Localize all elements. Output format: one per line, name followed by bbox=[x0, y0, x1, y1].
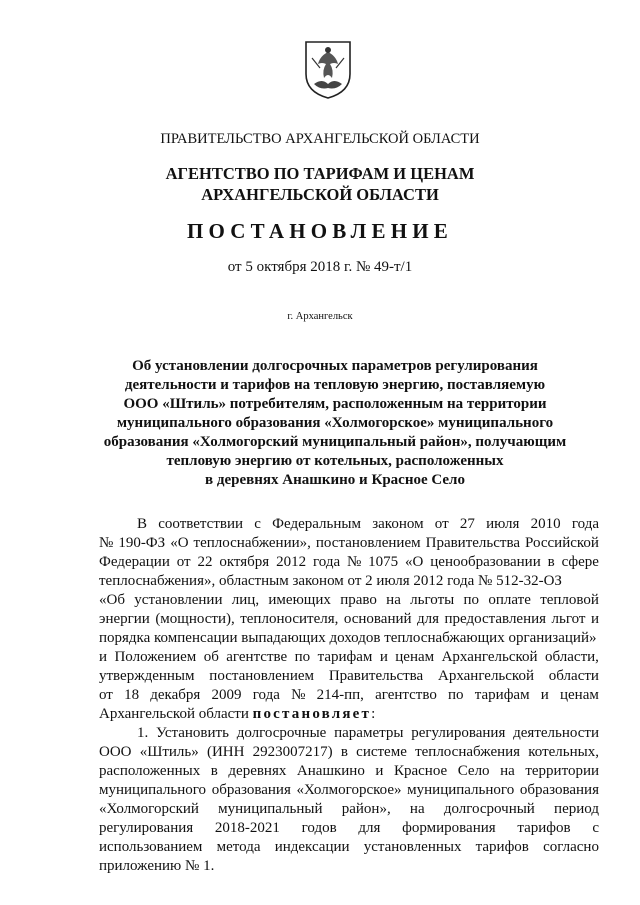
body-word: соответствии bbox=[158, 516, 244, 532]
body-word: 2923007217) bbox=[252, 744, 333, 760]
body-word: Федерации bbox=[99, 554, 170, 570]
body-word: «Холмогорский bbox=[99, 801, 199, 817]
body-word: параметры bbox=[334, 725, 404, 741]
body-word: льгот bbox=[551, 611, 586, 627]
body-word: Положением bbox=[114, 649, 197, 665]
body-word: на bbox=[386, 592, 401, 608]
body-word: образования bbox=[519, 782, 599, 798]
body-word: теплоносителя, bbox=[240, 611, 339, 627]
document-city: г. Архангельск bbox=[287, 311, 353, 322]
title-line: деятельности и тарифов на тепловую энергию, поставляемую bbox=[124, 377, 546, 393]
body-word: 214-пп, bbox=[316, 687, 364, 703]
body-word: теплоснабжении», bbox=[193, 535, 311, 551]
body-word: агентстве bbox=[226, 649, 288, 665]
body-word: и bbox=[540, 687, 549, 703]
body-word: утвержденным bbox=[99, 668, 195, 684]
body-word: муниципального bbox=[99, 782, 207, 798]
body-word: 2012 bbox=[276, 554, 307, 570]
body-word: 1075 bbox=[368, 554, 399, 570]
body-word: Красное bbox=[393, 763, 448, 779]
body-word: по bbox=[294, 649, 311, 665]
body-word: с bbox=[254, 516, 261, 532]
body-word: В bbox=[137, 516, 148, 532]
body-word: оснований bbox=[343, 611, 412, 627]
body-word: Село bbox=[457, 763, 490, 779]
body-word: июля bbox=[486, 516, 520, 532]
body-word: системе bbox=[356, 744, 407, 760]
body-word: ценам bbox=[560, 687, 599, 703]
body-word: установленных bbox=[363, 839, 462, 855]
body-line-text: теплоснабжения», областным законом от 2 июля 2012 года № 512-32-ОЗ bbox=[99, 573, 562, 589]
body-line-text: порядка компенсации выпадающих доходов теплоснабжающих организаций» bbox=[99, 630, 597, 646]
agency-name bbox=[0, 163, 640, 205]
body-word: области bbox=[548, 668, 599, 684]
body-word: в bbox=[547, 554, 555, 570]
body-word: сфере bbox=[561, 554, 599, 570]
body-word: области, bbox=[545, 649, 599, 665]
body-word: и bbox=[375, 763, 384, 779]
body-word: в bbox=[340, 744, 348, 760]
body-word: 2009 bbox=[211, 687, 242, 703]
body-word: об bbox=[203, 649, 219, 665]
body-word: года bbox=[252, 687, 280, 703]
body-word: Установить bbox=[156, 725, 229, 741]
body-line bbox=[99, 819, 599, 838]
document-type-heading: ПОСТАНОВЛЕНИЕ bbox=[186, 219, 454, 243]
body-word: на bbox=[500, 763, 515, 779]
body-line-text: Архангельской области bbox=[99, 706, 253, 722]
body-word: регулирования bbox=[99, 820, 194, 836]
title-line: ООО «Штиль» потребителям, расположенным на территории bbox=[123, 396, 547, 412]
body-word: 2010 bbox=[530, 516, 561, 532]
body-word: Правительства bbox=[425, 535, 521, 551]
body-word: тарифам bbox=[474, 687, 530, 703]
body-word: Архангельской bbox=[441, 649, 538, 665]
body-word: льготы bbox=[410, 592, 455, 608]
body-word: «О bbox=[170, 535, 189, 551]
body-word: индексации bbox=[274, 839, 350, 855]
body-word: и bbox=[99, 649, 108, 665]
body-line bbox=[99, 857, 599, 876]
body-line bbox=[99, 534, 599, 553]
body-word: Федеральным bbox=[272, 516, 361, 532]
body-word: и bbox=[379, 649, 388, 665]
body-word: ценообразовании bbox=[430, 554, 541, 570]
agency-name-line-1: АГЕНТСТВО ПО ТАРИФАМ И ЦЕНАМ bbox=[165, 164, 475, 183]
body-word: период bbox=[554, 801, 599, 817]
agency-name-line-2: АРХАНГЕЛЬСКОЙ ОБЛАСТИ bbox=[201, 185, 439, 204]
body-word: регулирования bbox=[411, 725, 506, 741]
body-line bbox=[99, 648, 599, 667]
body-word: в bbox=[210, 763, 218, 779]
body-word: территории bbox=[525, 763, 599, 779]
body-word: имеющих bbox=[268, 592, 331, 608]
body-word: «Об bbox=[99, 592, 125, 608]
resolves-spaced-word: постановляет bbox=[252, 706, 372, 722]
body-word: (мощности), bbox=[155, 611, 235, 627]
body-line bbox=[99, 515, 599, 534]
body-word: с bbox=[592, 820, 599, 836]
body-line bbox=[99, 591, 599, 610]
body-word: образования bbox=[211, 782, 291, 798]
body-word: 18 bbox=[124, 687, 140, 703]
body-line bbox=[99, 667, 599, 686]
body-word: агентство bbox=[375, 687, 437, 703]
body-word: и bbox=[590, 611, 599, 627]
body-word: Российской bbox=[525, 535, 599, 551]
body-word: «Штиль» bbox=[139, 744, 199, 760]
body-word: № bbox=[291, 687, 306, 703]
body-line bbox=[99, 629, 599, 648]
body-word: от bbox=[99, 687, 113, 703]
body-line bbox=[99, 705, 599, 724]
body-word: оплате bbox=[488, 592, 531, 608]
body-word: декабря bbox=[150, 687, 201, 703]
body-word: 27 bbox=[459, 516, 475, 532]
title-line: образования «Холмогорский муниципальный район», получающим bbox=[103, 434, 567, 450]
body-word: деревнях bbox=[228, 763, 287, 779]
body-word: теплоснабжения bbox=[415, 744, 521, 760]
body-word: лиц, bbox=[231, 592, 260, 608]
body-word: «Холмогорское» bbox=[296, 782, 402, 798]
body-word: район», bbox=[341, 801, 391, 817]
body-word: года bbox=[571, 516, 599, 532]
body-word: от bbox=[434, 516, 449, 532]
body-word: по bbox=[448, 687, 464, 703]
body-word: долгосрочные bbox=[236, 725, 327, 741]
body-word: по bbox=[463, 592, 480, 608]
body-line bbox=[99, 724, 599, 743]
body-word: тепловой bbox=[540, 592, 599, 608]
body-word: годов bbox=[301, 820, 337, 836]
body-word: муниципального bbox=[407, 782, 515, 798]
body-line bbox=[99, 762, 599, 781]
body-line bbox=[99, 686, 599, 705]
body-word: 2018-2021 bbox=[214, 820, 280, 836]
body-word: согласно bbox=[543, 839, 599, 855]
body-word: право bbox=[340, 592, 377, 608]
body-word: Архангельской bbox=[438, 668, 534, 684]
body-word: тарифам bbox=[317, 649, 373, 665]
body-line bbox=[99, 610, 599, 629]
body-word: деятельности bbox=[513, 725, 599, 741]
body-line bbox=[99, 781, 599, 800]
title-line: Об установлении долгосрочных параметров регулирования bbox=[132, 358, 538, 374]
body-word: тарифов bbox=[475, 839, 529, 855]
body-word: 22 bbox=[197, 554, 213, 570]
government-name: ПРАВИТЕЛЬСТВО АРХАНГЕЛЬСКОЙ ОБЛАСТИ bbox=[160, 131, 480, 147]
body-word: для bbox=[358, 820, 381, 836]
body-word: № bbox=[346, 554, 362, 570]
body-word: ООО bbox=[99, 744, 132, 760]
body-word: 1. bbox=[137, 725, 149, 741]
body-word: постановлением bbox=[209, 668, 315, 684]
body-word: использованием bbox=[99, 839, 203, 855]
body-word: ценам bbox=[395, 649, 435, 665]
body-word: муниципальный bbox=[218, 801, 323, 817]
body-word: тарифов bbox=[517, 820, 571, 836]
body-word: Правительства bbox=[328, 668, 424, 684]
body-word: долгосрочный bbox=[443, 801, 535, 817]
body-word: от bbox=[176, 554, 191, 570]
body-word: № bbox=[99, 535, 114, 551]
document-date-number: от 5 октября 2018 г. № 49-т/1 bbox=[227, 259, 413, 275]
body-word: для bbox=[417, 611, 440, 627]
body-word: законом bbox=[372, 516, 424, 532]
body-word: года bbox=[312, 554, 341, 570]
body-word: формирования bbox=[402, 820, 496, 836]
body-line-text: : bbox=[371, 706, 376, 722]
body-word: предоставления bbox=[444, 611, 547, 627]
body-word: октября bbox=[219, 554, 270, 570]
title-line: муниципального образования «Холмогорское» муниципального bbox=[116, 415, 554, 431]
body-word: расположенных bbox=[99, 763, 201, 779]
coat-of-arms-emblem bbox=[302, 38, 354, 100]
body-word: энергии bbox=[99, 611, 150, 627]
body-word: котельных, bbox=[528, 744, 599, 760]
body-line bbox=[99, 838, 599, 857]
body-line bbox=[99, 800, 599, 819]
body-word: метода bbox=[216, 839, 261, 855]
body-word: Анашкино bbox=[296, 763, 365, 779]
document-body bbox=[99, 515, 599, 876]
body-word: постановлением bbox=[315, 535, 421, 551]
document-title bbox=[90, 357, 580, 490]
title-line: в деревнях Анашкино и Красное Село bbox=[205, 472, 465, 488]
body-word: 190-ФЗ bbox=[118, 535, 166, 551]
body-line-text: приложению № 1. bbox=[99, 858, 215, 874]
title-line: тепловую энергию от котельных, расположенных bbox=[166, 453, 504, 469]
body-line bbox=[99, 572, 599, 591]
body-word: установлении bbox=[134, 592, 223, 608]
body-line bbox=[99, 553, 599, 572]
body-word: (ИНН bbox=[206, 744, 245, 760]
body-line bbox=[99, 743, 599, 762]
body-word: «О bbox=[405, 554, 424, 570]
body-word: на bbox=[409, 801, 425, 817]
